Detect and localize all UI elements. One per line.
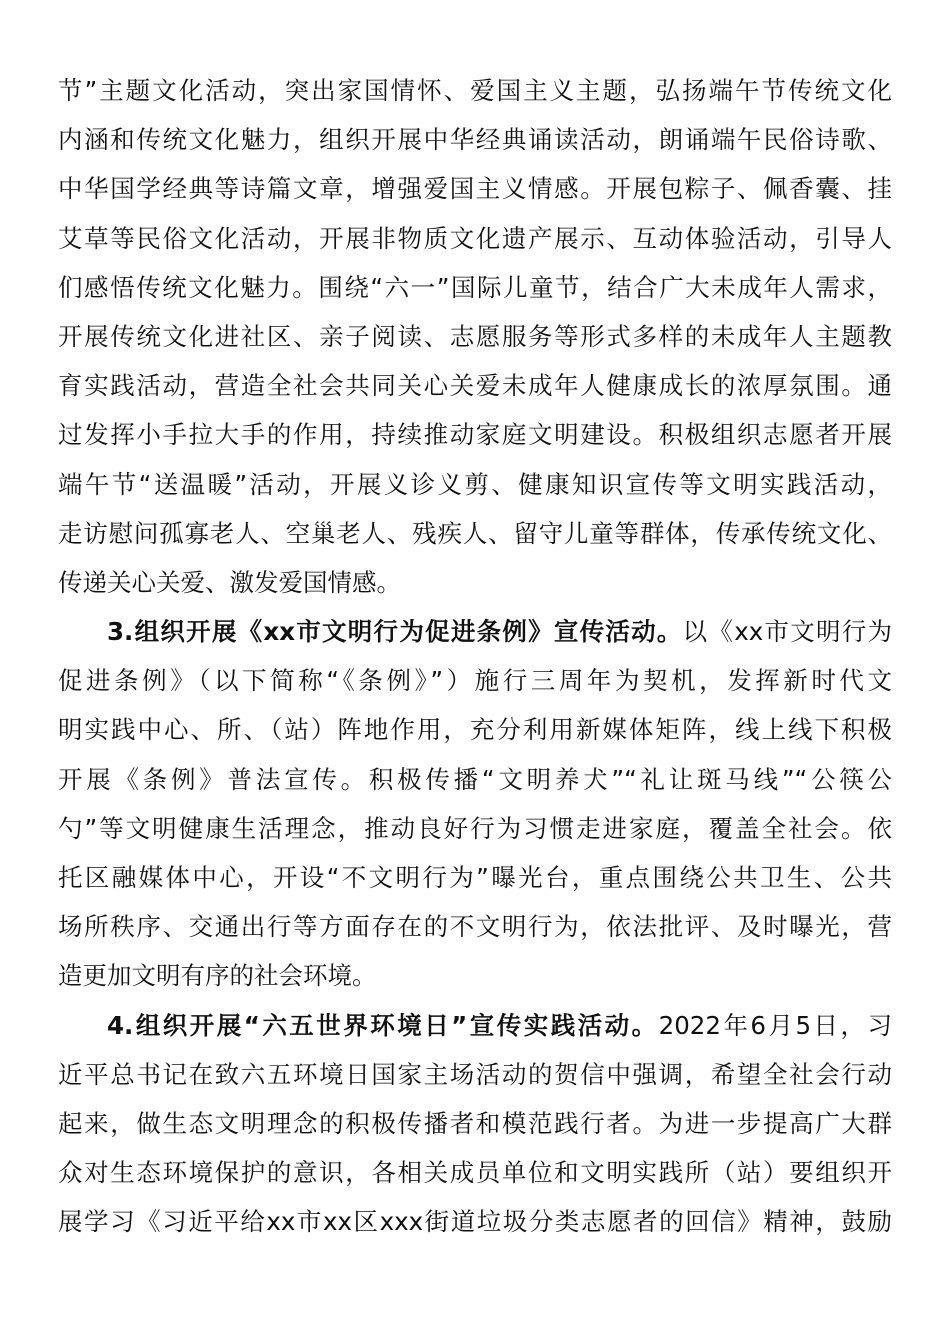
text-line: 们感悟传统文化魅力。围绕“六一”国际儿童节，结合广大未成年人需求，	[58, 272, 892, 302]
document-page	[58, 71, 892, 1252]
section-4-paragraph	[58, 1006, 892, 1252]
text-line: 勺”等文明健康生活理念，推动良好行为习惯走进家庭，覆盖全社会。依	[58, 813, 892, 843]
section-4-first-line-text: 2022年6月5日，习	[658, 1010, 893, 1040]
text-line: 起来，做生态文明理念的积极传播者和模范践行者。为进一步提高广大群	[58, 1108, 892, 1138]
section-3-first-line-text: 以《xx市文明行为	[682, 617, 892, 647]
section-3-paragraph	[58, 612, 892, 1006]
text-line: 托区融媒体中心，开设“不文明行为”曝光台，重点围绕公共卫生、公共	[58, 863, 892, 892]
text-line: 内涵和传统文化魅力，组织开展中华经典诵读活动，朗诵端午民俗诗歌、	[58, 125, 892, 155]
section-3-heading: 3.组织开展《xx市文明行为促进条例》宣传活动。	[107, 617, 683, 647]
text-line: 场所秩序、交通出行等方面存在的不文明行为，依法批评、及时曝光，营	[58, 912, 892, 942]
text-line: 开展传统文化进社区、亲子阅读、志愿服务等形式多样的未成年人主题教	[58, 321, 892, 351]
text-line: 中华国学经典等诗篇文章，增强爱国主义情感。开展包粽子、佩香囊、挂	[58, 174, 892, 204]
text-line: 近平总书记在致六五环境日国家主场活动的贺信中强调，希望全社会行动	[58, 1059, 892, 1089]
text-line: 明实践中心、所、（站）阵地作用，充分利用新媒体矩阵，线上线下积极	[58, 715, 892, 745]
paragraph-continuation	[58, 71, 892, 612]
section-4-first-line	[58, 1006, 892, 1055]
text-line: 艾草等民俗文化活动，开展非物质文化遗产展示、互动体验活动，引导人	[58, 223, 892, 253]
section-4-heading: 4.组织开展“六五世界环境日”宣传实践活动。	[107, 1010, 659, 1040]
text-line: 展学习《习近平给xx市xx区xxx街道垃圾分类志愿者的回信》精神，鼓励	[58, 1207, 892, 1237]
text-line: 过发挥小手拉大手的作用，持续推动家庭文明建设。积极组织志愿者开展	[58, 420, 892, 450]
text-line: 走访慰问孤寡老人、空巢老人、残疾人、留守儿童等群体，传承传统文化、	[58, 518, 892, 548]
text-line: 传递关心关爱、激发爱国情感。	[58, 567, 401, 597]
text-line: 节”主题文化活动，突出家国情怀、爱国主义主题，弘扬端午节传统文化	[58, 76, 892, 105]
text-line: 端午节“送温暖”活动，开展义诊义剪、健康知识宣传等文明实践活动，	[58, 469, 892, 499]
text-line: 促进条例》（以下简称“《条例》”）施行三周年为契机，发挥新时代文	[58, 666, 892, 696]
text-line: 众对生态环境保护的意识，各相关成员单位和文明实践所（站）要组织开	[58, 1158, 892, 1188]
text-line: 开展《条例》普法宣传。积极传播“文明养犬”“礼让斑马线”“公筷公	[58, 764, 892, 794]
text-line: 育实践活动，营造全社会共同关心关爱未成年人健康成长的浓厚氛围。通	[58, 371, 892, 401]
text-line: 造更加文明有序的社会环境。	[58, 961, 377, 991]
section-3-first-line	[58, 612, 892, 661]
